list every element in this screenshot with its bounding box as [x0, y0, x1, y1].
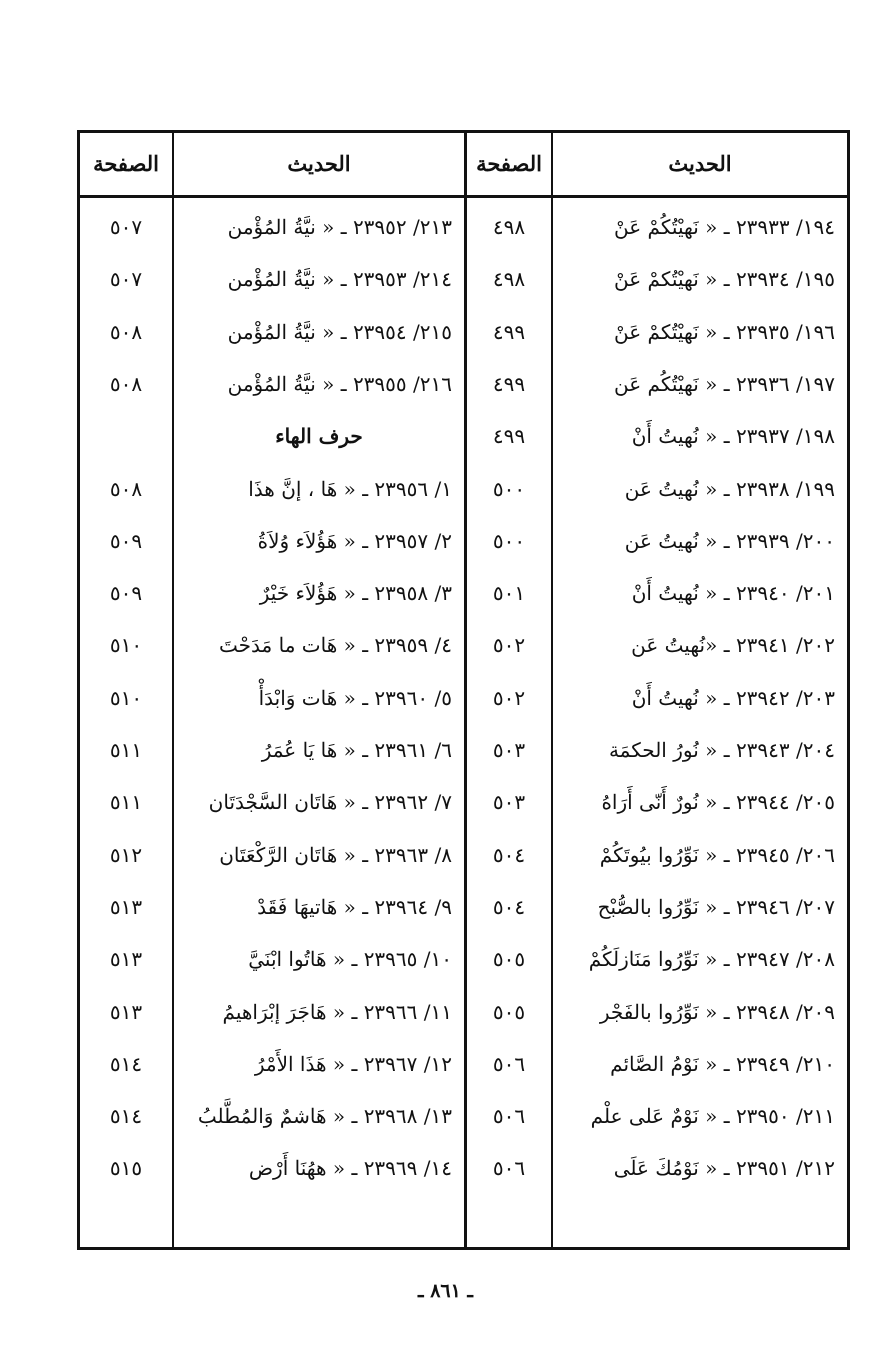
- hadith-entry: ٢/ ٢٣٩٥٧ ـ « هَؤُلاَء وُلاَةُ: [257, 528, 452, 553]
- page-number-cell: ٥١٣: [109, 947, 143, 972]
- hadith-entry: ٢٠٣/ ٢٣٩٤٢ ـ « نُهيتُ أَنْ: [631, 685, 835, 710]
- hadith-entry: ١٩٨/ ٢٣٩٣٧ ـ « نُهيتُ أَنْ: [631, 424, 835, 449]
- hadith-entry: ١٩٧/ ٢٣٩٣٦ ـ « نَهيْتُكُم عَن: [614, 371, 835, 396]
- hadith-entry: ٢١٠/ ٢٣٩٤٩ ـ « نَوْمُ الصَّائم: [610, 1051, 835, 1076]
- table-row: [80, 573, 847, 613]
- hadith-entry: ٢١٣/ ٢٣٩٥٢ ـ « نيَّةُ المُؤْمن: [227, 215, 452, 239]
- hadith-entry: ٢٠٥/ ٢٣٩٤٤ ـ « نُورٌ أَنّى أَرَاهُ: [601, 790, 835, 815]
- hadith-entry: ٢٠٦/ ٢٣٩٤٥ ـ « نَوِّرُوا بيُوتَكُمْ: [599, 842, 835, 867]
- hadith-entry: ٢٠٨/ ٢٣٩٤٧ ـ « نَوِّرُوا مَنَازلَكُمْ: [588, 947, 835, 972]
- page-number-cell: ٥٠٦: [492, 1051, 526, 1076]
- header-divider: [80, 195, 847, 198]
- hadith-entry: ١٢/ ٢٣٩٦٧ ـ « هَذَا الأَمْرُ: [254, 1051, 452, 1076]
- page-number-cell: ٥٠٧: [109, 215, 143, 239]
- page-number: ـ ٨٦١ ـ: [418, 1280, 473, 1302]
- table-row: [80, 1148, 847, 1188]
- left-hadith-header: الحديث: [287, 150, 351, 176]
- page-number-cell: ٥٠٤: [492, 842, 526, 867]
- hadith-entry: ٢١٤/ ٢٣٩٥٣ ـ « نيَّةُ المُؤْمن: [227, 267, 452, 292]
- hadith-entry: ١٤/ ٢٣٩٦٩ ـ « ههُنَا أَرْض: [248, 1156, 452, 1181]
- table-row: [80, 992, 847, 1032]
- hadith-entry: ١٠/ ٢٣٩٦٥ ـ « هَاتُوا ابْنَيَّ: [248, 947, 452, 972]
- hadith-entry: ٣/ ٢٣٩٥٨ ـ « هَؤُلاَء خَيْرٌ: [259, 581, 452, 606]
- page-number-cell: ٥٠٥: [492, 947, 526, 972]
- hadith-entry: ٥/ ٢٣٩٦٠ ـ « هَات وَابْدَأْ: [258, 685, 452, 710]
- hadith-entry: ١٩٥/ ٢٣٩٣٤ ـ « نَهيْتُكمْ عَنْ: [614, 267, 835, 292]
- table-row: [80, 835, 847, 875]
- table-row: [80, 521, 847, 561]
- page-number-cell: ٥٠٦: [492, 1156, 526, 1181]
- hadith-entry: ٢٠١/ ٢٣٩٤٠ ـ « نُهيتُ أَنْ: [631, 581, 835, 606]
- hadith-entry: ٩/ ٢٣٩٦٤ ـ « هَاتيهَا فَقَدْ: [257, 894, 452, 919]
- page-number-cell: ٥٠٥: [492, 999, 526, 1024]
- hadith-entry: ٢٠٤/ ٢٣٩٤٣ ـ « نُورُ الحكمَة: [608, 738, 835, 762]
- hadith-entry: ١/ ٢٣٩٥٦ ـ « هَا ، إنَّ هذَا: [248, 476, 452, 501]
- hadith-entry: ٧/ ٢٣٩٦٢ ـ « هَاتَان السَّجْدَتَان: [208, 790, 452, 815]
- page-number-cell: ٥١٤: [109, 1104, 143, 1129]
- page-number-cell: ٥٠٤: [492, 894, 526, 919]
- left-page-header: الصفحة: [93, 150, 159, 176]
- table-row: [80, 1044, 847, 1084]
- page-number-cell: ٥٠٩: [109, 581, 143, 606]
- table-row: [80, 469, 847, 509]
- page-number-cell: ٥٠١: [492, 581, 526, 606]
- hadith-entry: ١٩٤/ ٢٣٩٣٣ ـ « نَهيْتُكُمْ عَنْ: [614, 215, 835, 239]
- page-number-cell: ٥١١: [109, 738, 143, 762]
- table-row: [80, 887, 847, 927]
- page-number-cell: ٥١٤: [109, 1051, 143, 1076]
- hadith-entry: ١٩٩/ ٢٣٩٣٨ ـ « نُهيتُ عَن: [624, 476, 835, 501]
- page-number-cell: ٥٠٣: [492, 738, 526, 762]
- table-row: [80, 782, 847, 822]
- table-row: [80, 259, 847, 299]
- hadith-entry: ٦/ ٢٣٩٦١ ـ « هَا يَا عُمَرُ: [261, 738, 452, 762]
- index-table: [77, 130, 850, 1250]
- table-row: [80, 730, 847, 770]
- hadith-entry: ١٣/ ٢٣٩٦٨ ـ « هَاشمٌ وَالمُطَّلبُ: [197, 1104, 452, 1129]
- table-row: [80, 678, 847, 718]
- section-heading: حرف الهاء: [275, 424, 363, 449]
- page-number-cell: ٥٠٠: [492, 528, 526, 553]
- table-row: [80, 364, 847, 404]
- hadith-entry: ٢٠٠/ ٢٣٩٣٩ ـ « نُهيتُ عَن: [624, 528, 835, 553]
- table-row: [80, 939, 847, 979]
- page-number-cell: ٥١٠: [109, 685, 143, 710]
- page-number-cell: ٤٩٩: [492, 371, 526, 396]
- page-number-cell: ٥٠٨: [109, 319, 143, 344]
- table-row: [80, 625, 847, 665]
- page-number-cell: ٥١١: [109, 790, 143, 815]
- hadith-entry: ٢١٥/ ٢٣٩٥٤ ـ « نيَّةُ المُؤْمن: [227, 319, 452, 344]
- hadith-entry: ٤/ ٢٣٩٥٩ ـ « هَات ما مَدَحْتَ: [219, 633, 452, 658]
- hadith-entry: ٢١٢/ ٢٣٩٥١ ـ « نَوْمُكَ عَلَى: [613, 1156, 835, 1181]
- hadith-entry: ١١/ ٢٣٩٦٦ ـ « هَاجَرَ إبْرَاهيمُ: [222, 999, 452, 1024]
- page-number-cell: ٥١٣: [109, 894, 143, 919]
- page-number-cell: ٥٠٣: [492, 790, 526, 815]
- table-row: [80, 1096, 847, 1136]
- table-row: [80, 207, 847, 247]
- page-number-cell: ٥٠٨: [109, 371, 143, 396]
- page-number-cell: ٤٩٩: [492, 319, 526, 344]
- table-row: [80, 416, 847, 456]
- page-number-cell: ٤٩٨: [492, 215, 526, 239]
- page-number-cell: ٥١٢: [109, 842, 143, 867]
- right-hadith-header: الحديث: [668, 150, 732, 176]
- page-number-cell: ٥٠٧: [109, 267, 143, 292]
- hadith-entry: ٢٠٢/ ٢٣٩٤١ ـ «نُهيتُ عَن: [631, 633, 835, 658]
- page-number-cell: ٥٠٠: [492, 476, 526, 501]
- page-number-cell: ٥٠٩: [109, 528, 143, 553]
- page-number-cell: ٤٩٩: [492, 424, 526, 449]
- hadith-entry: ٨/ ٢٣٩٦٣ ـ « هَاتَان الرَّكْعَتَان: [219, 842, 452, 867]
- page-number-cell: ٥١٣: [109, 999, 143, 1024]
- table-row: [80, 312, 847, 352]
- page-number-cell: ٥٠٢: [492, 685, 526, 710]
- hadith-entry: ١٩٦/ ٢٣٩٣٥ ـ « نَهيْتُكمْ عَنْ: [614, 319, 835, 344]
- hadith-entry: ٢٠٩/ ٢٣٩٤٨ ـ « نَوِّرُوا بالفَجْر: [599, 999, 835, 1024]
- hadith-entry: ٢١١/ ٢٣٩٥٠ ـ « نَوْمٌ عَلى علْم: [590, 1104, 835, 1129]
- hadith-entry: ٢١٦/ ٢٣٩٥٥ ـ « نيَّةُ المُؤْمن: [227, 371, 452, 396]
- page-number-cell: ٥٠٦: [492, 1104, 526, 1129]
- hadith-entry: ٢٠٧/ ٢٣٩٤٦ ـ « نَوِّرُوا بالصُّبْح: [597, 894, 835, 919]
- page-number-cell: ٥٠٨: [109, 476, 143, 501]
- page-number-cell: ٥١٠: [109, 633, 143, 658]
- right-page-header: الصفحة: [476, 150, 542, 176]
- page-number-cell: ٥٠٢: [492, 633, 526, 658]
- page-number-cell: ٥١٥: [109, 1156, 143, 1181]
- page-number-cell: ٤٩٨: [492, 267, 526, 292]
